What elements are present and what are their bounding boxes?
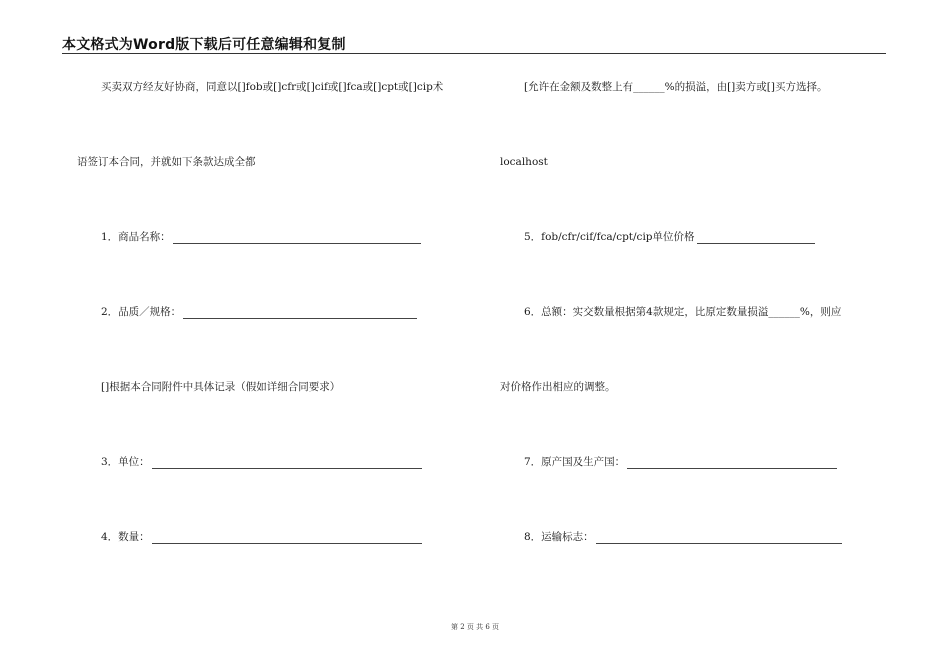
intro-line-2: 语签订本合同，并就如下条款达成全都 bbox=[77, 156, 256, 168]
field-unit-price-label: 5．fob/cfr/cif/fca/cpt/cip单位价格 bbox=[524, 231, 695, 243]
unit-price-blank[interactable] bbox=[697, 232, 815, 244]
shipping-mark-blank[interactable] bbox=[596, 532, 842, 544]
document-header-title: 本文格式为Word版下载后可任意编辑和复制 bbox=[62, 37, 346, 53]
product-name-blank[interactable] bbox=[173, 232, 421, 244]
field-quality-spec-label: 2．品质／规格： bbox=[101, 306, 182, 318]
header-divider bbox=[62, 53, 886, 54]
field-unit-label: 3．单位： bbox=[101, 456, 150, 468]
field-unit bbox=[101, 455, 422, 469]
quality-spec-blank[interactable] bbox=[183, 307, 417, 319]
total-amount-line-1: 6．总额：实交数量根据第4款规定，比原定数量损溢______%，则应 bbox=[524, 306, 842, 318]
field-quality-spec bbox=[101, 305, 417, 319]
page-indicator: 第 2 页 共 6 页 bbox=[450, 623, 500, 631]
host-text: localhost bbox=[500, 156, 548, 168]
field-origin-country bbox=[524, 455, 837, 469]
field-shipping-mark bbox=[524, 530, 842, 544]
tolerance-line: [允许在金额及数整上有______%的损溢，由[]卖方或[]买方选择。 bbox=[524, 81, 828, 93]
intro-line-1: 买卖双方经友好协商，同意以[]fob或[]cfr或[]cif或[]fca或[]cpt或[]cip术 bbox=[101, 81, 444, 93]
origin-country-blank[interactable] bbox=[627, 457, 837, 469]
field-origin-country-label: 7．原产国及生产国： bbox=[524, 456, 626, 468]
quantity-blank[interactable] bbox=[152, 532, 422, 544]
field-shipping-mark-label: 8．运输标志： bbox=[524, 531, 594, 543]
attachment-note: []根据本合同附件中具体记录（假如详细合同要求） bbox=[101, 381, 341, 393]
field-unit-price bbox=[524, 230, 815, 244]
field-product-name bbox=[101, 230, 421, 244]
unit-blank[interactable] bbox=[152, 457, 422, 469]
field-quantity-label: 4．数量： bbox=[101, 531, 150, 543]
field-product-name-label: 1．商品名称： bbox=[101, 231, 171, 243]
field-quantity bbox=[101, 530, 422, 544]
total-amount-line-2: 对价格作出相应的调整。 bbox=[500, 381, 616, 393]
